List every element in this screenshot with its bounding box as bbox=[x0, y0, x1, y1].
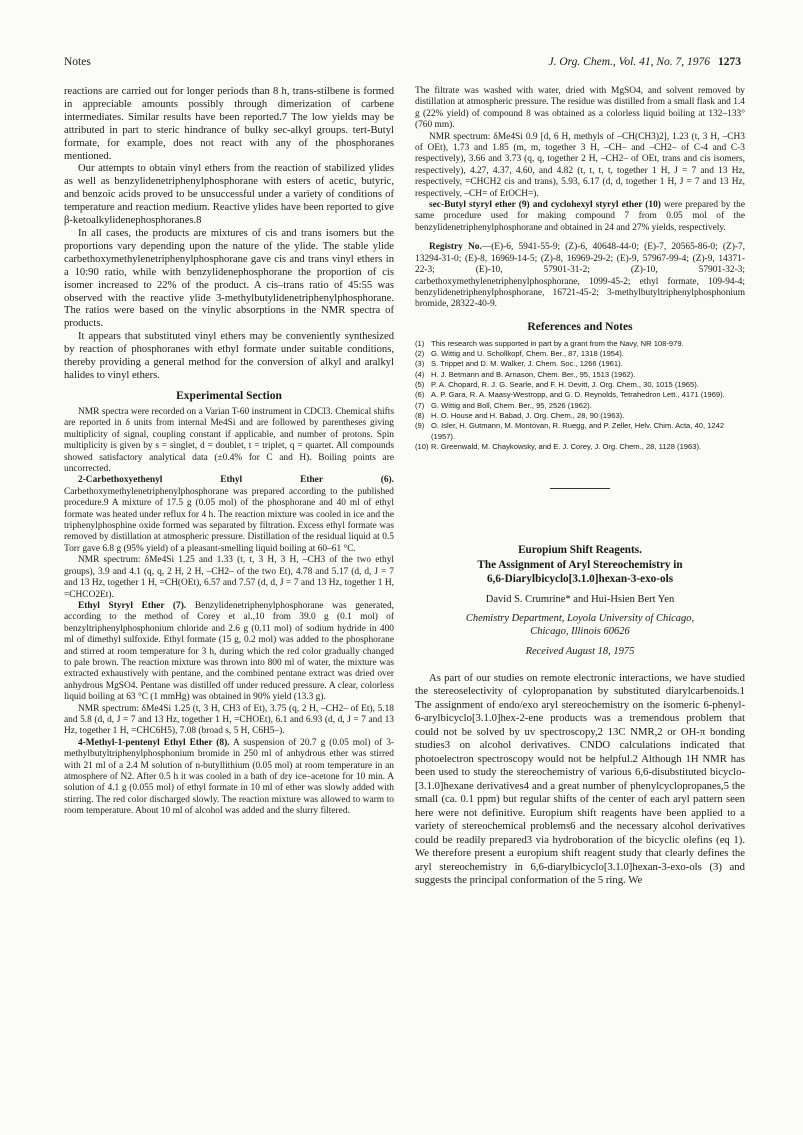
registry-numbers bbox=[415, 242, 745, 310]
journal-name: J. Org. Chem., Vol. 41, No. 7, 1976 bbox=[548, 56, 710, 68]
page-number: 1273 bbox=[718, 56, 741, 68]
paragraph-text: A suspension of 20.7 g (0.05 mol) of 3-methylbutyltriphenylphosphonium bromide in 250 ml of anhydrous ether was stirred with 21 ml of a 2.4 M solution of n-butyllithium (0.05 mol) at room temperature in an atmosphere of N2. After 0.5 h it was cooled in a bath of dry ice–acetone for 10 min. A solution of 4.1 g (0.055 mol) of ethyl formate in 10 ml of ether was slowly added with stirring. The red color discharged slowly. The reaction mixture was allowed to warm to room temperature. About 10 ml of alcohol was added and the slurry filtered. bbox=[64, 737, 395, 817]
reference-item bbox=[415, 339, 745, 349]
reference-text: G. Wittig and U. Schollkopf, Chem. Ber., 87, 1318 (1954). bbox=[431, 349, 624, 359]
reference-number: (7) bbox=[415, 400, 425, 410]
article-authors: David S. Crumrine* and Hui-Hsien Bert Yen bbox=[485, 593, 675, 605]
experimental-paragraph: NMR spectrum: δMe4Si 1.25 (t, 3 H, CH3 of Et), 3.75 (q, 2 H, –CH2– of Et), 5.18 and 5.8 (d, d, J = 7 and 13 Hz, together 1 H, =CHOEt), 6.1 and 6.93 (d, d, J = 7 and 13 Hz, together 1 H, =CHC6H5), 7.08 (broad s, 5 H, C6H5–). bbox=[64, 703, 394, 737]
reference-text: S. Trippet and D. M. Walker, J. Chem. Soc., 1266 (1961). bbox=[431, 359, 623, 369]
section-label: Notes bbox=[64, 56, 91, 68]
experimental-paragraph bbox=[415, 200, 745, 234]
body-paragraph: It appears that substituted vinyl ethers may be conveniently synthesized by reaction of phosphoranes with ethyl formate under suitable conditions, thereby providing a general method for the conversion of alkyl and aralkyl halides to vinyl ethers. bbox=[64, 331, 394, 381]
experimental-paragraph: NMR spectrum: δMe4Si 0.9 [d, 6 H, methyls of –CH(CH3)2], 1.23 (t, 3 H, –CH3 of OEt), 1.73 and 1.85 (m, m, together 3 H, –CH– and –CH2– of C-4 and C-3 respectively), 3.66 and 3.73 (q, q, together 2 H, –CH2– of OEt, trans and cis isomers, respectively), 4.27, 4.37, 4.60, and 4.82 (t, t, t, t, together 1 H, J = 7 and 13 Hz, respectively, =CHCH2 cis and trans), 5.93, 6.17 (d, d, together 1 H, J = 7 and 13 Hz, respectively, –CH= of EtOCH=). bbox=[415, 131, 745, 199]
title-line: Europium Shift Reagents. bbox=[518, 544, 642, 557]
reference-text: P. A. Chopard, R. J. G. Searle, and F. H. Devitt, J. Org. Chem., 30, 1015 (1965). bbox=[431, 380, 699, 390]
registry-heading: Registry No. bbox=[429, 242, 482, 253]
run-in-heading: 4-Methyl-1-pentenyl Ethyl Ether (8). bbox=[78, 737, 230, 748]
experimental-paragraph bbox=[64, 475, 394, 555]
body-paragraph: reactions are carried out for longer periods than 8 h, trans-stilbene is formed in appreciable amounts possibly through dimerization of carbene intermediates. Similar results have been reported.7 The low yields may be attributed in part to steric hindrance of bulky sec-alkyl groups. tert-Butyl formate, for example, does not react with any of the phosphoranes mentioned. bbox=[64, 86, 394, 162]
page-header bbox=[64, 56, 741, 72]
article-affiliation bbox=[415, 612, 745, 638]
run-in-heading: 2-Carbethoxyethenyl Ethyl Ether (6). bbox=[78, 475, 394, 486]
experimental-paragraph: NMR spectra were recorded on a Varian T-60 instrument in CDCl3. Chemical shifts are reported in δ units from internal Me4Si and are followed by parentheses giving multiplicity of signal, coupling constant if applicable, and number of protons. Spin multiplicity is given by s = singlet, d = doublet, t = triplet, q = quartet. All compounds showed satisfactory analytical data (±0.4% for C and H). Boiling points are uncorrected. bbox=[64, 407, 394, 475]
section-heading: Experimental Section bbox=[176, 389, 282, 402]
reference-number: (1) bbox=[415, 338, 425, 348]
right-column bbox=[415, 86, 745, 888]
registry-text: —(E)-6, 5941-55-9; (Z)-6, 40648-44-0; (E)-7, 20565-86-0; (Z)-7, 13294-31-0; (E)-8, 16969-14-5; (Z)-8, 16969-29-2; (E)-9, 57967-99-4; (Z)-9, 14371-22-3; (E)-10, 57901-31-2; (Z)-10, 57901-32-3; carbethoxymethylenetriphenylphosphorane, 1099-45-2; ethyl formate, 109-94-4; benzylidenetriphenylphosphorane, 16721-45-2; 3-methylbutyltriphenylphosphonium bromide, 28322-40-9. bbox=[415, 242, 745, 310]
received-date: Received August 18, 1975 bbox=[525, 645, 635, 657]
title-line: 6,6-Diarylbicyclo[3.1.0]hexan-3-exo-ols bbox=[486, 573, 674, 586]
reference-number: (5) bbox=[415, 380, 425, 390]
body-paragraph: In all cases, the products are mixtures of cis and trans isomers but the proportions vary depending upon the nature of the ylide. The stable ylide carbethoxymethylenetriphenylphosphorane gave cis and trans vinyl ethers in a 10:90 ratio, while with benzylidenephosphorane the proportion of cis isomer increased to 22% of the product. A cis–trans ratio of 45:55 was observed with the reactive ylide 3-methylbutylidenetriphenylphosphorane. The ratios were based on the vinylic absorptions in the NMR spectra of products. bbox=[64, 227, 394, 330]
reference-text: G. Wittig and Boll, Chem. Ber., 95, 2526 (1962). bbox=[431, 400, 592, 410]
reference-item bbox=[415, 370, 745, 380]
run-in-heading: Ethyl Styryl Ether (7). bbox=[78, 600, 187, 611]
reference-number: (8) bbox=[415, 410, 425, 420]
reference-item bbox=[415, 359, 745, 369]
body-paragraph: Our attempts to obtain vinyl ethers from the reaction of stabilized ylides as well as benzylidenetriphenylphosphorane with esters of acetic, butyric, and benzoic acids proved to be unsuccessful under a variety of conditions of temperature and reaction medium. Reactive ylides have been reported to give β-ketoalkylidenephosphoranes.8 bbox=[64, 163, 394, 227]
reference-text: A. P. Gara, R. A. Maasy-Westropp, and G. D. Reynolds, Tetrahedron Lett., 4171 (1969). bbox=[431, 390, 725, 400]
experimental-paragraph bbox=[64, 601, 394, 704]
paragraph-text: were prepared by the same procedure used for making compound 7 from 0.05 mol of the benzylidenetriphenylphosphorane and obtained in 24 and 27% yields, respectively. bbox=[415, 200, 745, 233]
reference-number: (4) bbox=[415, 369, 425, 379]
affiliation-line: Chemistry Department, Loyola University of Chicago, bbox=[465, 612, 695, 624]
reference-number: (10) bbox=[415, 441, 429, 451]
article-divider bbox=[550, 488, 610, 489]
reference-text: H. J. Betmann and B. Arnason, Chem. Ber., 95, 1513 (1962). bbox=[431, 369, 636, 379]
experimental-paragraph bbox=[64, 738, 394, 818]
reference-item bbox=[415, 401, 745, 411]
affiliation-line: Chicago, Illinois 60626 bbox=[530, 625, 630, 637]
reference-item bbox=[415, 411, 745, 421]
reference-item bbox=[415, 390, 745, 400]
references-heading: References and Notes bbox=[527, 320, 633, 333]
left-column bbox=[64, 86, 394, 818]
reference-text: O. Isler, H. Gutmann, M. Montovan, R. Ruegg, and P. Zeller, Helv. Chim. Acta, 40, 1242 (1957). bbox=[431, 421, 725, 441]
article-body-paragraph: As part of our studies on remote electronic interactions, we have studied the stereoselectivity of cylopropanation by substituted diarylcarbenoids.1 The assignment of endo/exo aryl stereochemistry on the isomeric 6-phenyl-6-arylbicyclo[3.1.0]hex-2-ene products was a tremendous problem that could not be solved by uv spectroscopy,2 13C NMR,2 or OH-π bonding studies3 on alcohol derivatives. CNDO calculations indicated that photoelectron spectroscopy would not be helpful.2 Although 1H NMR has been used to study the stereochemistry of various 6,6-disubstituted bicyclo-[3.1.0]hexane derivatives4 and a great number of phenylcyclopropanes,5 the small (ca. 0.1 ppm) but regular shifts of the center of each aryl pattern seen here were not definitive. Europium shift reagents have been applied to a variety of stereochemical problems6 and the necessary alcohol derivatives could be readily prepared3 via hydroboration of the bicyclic olefins (eq 1). We therefore present a europium shift reagent study that clearly defines the aryl stereochemistry in 6,6-diarylbicyclo[3.1.0]hexan-3-exo-ols (3) and suggests the principal conformation of the 5 ring. We bbox=[415, 671, 745, 887]
paragraph-text: Carbethoxymethylenetriphenylphosphorane was prepared according to the published procedure.9 A mixture of 17.5 g (0.05 mol) of the phosphorane and 40 ml of ethyl formate was heated under reflux for 4 h. The reaction mixture was cooled in ice and the triphenylphosphine oxide formed was separated by filtration. Excess ethyl formate was removed by distillation at atmospheric pressure. Distillation of the residual liquid at 0.5 Torr gave 6.8 g (95% yield) of a pleasant-smelling liquid boiling at 60–61 °C. bbox=[64, 486, 394, 554]
reference-number: (9) bbox=[415, 421, 425, 431]
reference-item bbox=[415, 349, 745, 359]
journal-citation bbox=[548, 56, 741, 68]
reference-text: H. O. House and H. Babad, J. Org. Chem., 28, 90 (1963). bbox=[431, 410, 625, 420]
reference-number: (3) bbox=[415, 359, 425, 369]
reference-text: R. Greenwald, M. Chaykowsky, and E. J. Corey, J. Org. Chem., 28, 1128 (1963). bbox=[431, 441, 702, 451]
reference-item bbox=[415, 442, 745, 452]
reference-number: (2) bbox=[415, 349, 425, 359]
reference-text: This research was supported in part by a grant from the Navy, NR 108-979. bbox=[431, 338, 684, 348]
reference-number: (6) bbox=[415, 390, 425, 400]
experimental-paragraph: NMR spectrum: δMe4Si 1.25 and 1.33 (t, t, 3 H, 3 H, –CH3 of the two ethyl groups), 3.9 and 4.1 (q, q, 2 H, 2 H, –CH2– of the two Et), 4.78 and 5.17 (d, d, J = 7 and 13 Hz, together 1 H, =CH(OEt), 6.57 and 7.57 (d, d, J = 7 and 13 Hz, together 1 H, =CHCO2Et). bbox=[64, 555, 394, 600]
reference-item bbox=[415, 380, 745, 390]
paragraph-text: Benzylidenetriphenylphosphorane was generated, according to the method of Corey et al.,10 from 39.0 g (0.1 mol) of benzyltriphenylphosphonium chloride and 2.6 g (0.11 mol) of sodium hydride in 400 ml of dimethyl sulfoxide. Ethyl formate (15 g, 0.2 mol) was added to the phosphorane and stirred at room temperature for 3 h, during which the red color gradually changed to pale brown. The reaction mixture was thrown into 800 ml of water, the mixture was extracted exhaustively with pentane, and the combined pentane extract was dried over anhydrous MgSO4. Pentane was distilled off under reduced pressure. A clear, colorless liquid boiling at 63 °C (1 mmHg) was obtained in 90% yield (13.3 g). bbox=[64, 600, 394, 703]
experimental-paragraph: The filtrate was washed with water, dried with MgSO4, and solvent removed by distillation at atmospheric pressure. The residue was distilled from a small flask and 1.4 g (22% yield) of compound 8 was obtained as a colorless liquid boiling at 132–133° (760 mm). bbox=[415, 86, 745, 131]
reference-list bbox=[415, 339, 745, 452]
article-title bbox=[415, 543, 745, 587]
run-in-heading: sec-Butyl styryl ether (9) and cyclohexyl styryl ether (10) bbox=[429, 200, 661, 211]
reference-item bbox=[415, 421, 745, 442]
title-line: The Assignment of Aryl Stereochemistry in bbox=[477, 558, 683, 571]
